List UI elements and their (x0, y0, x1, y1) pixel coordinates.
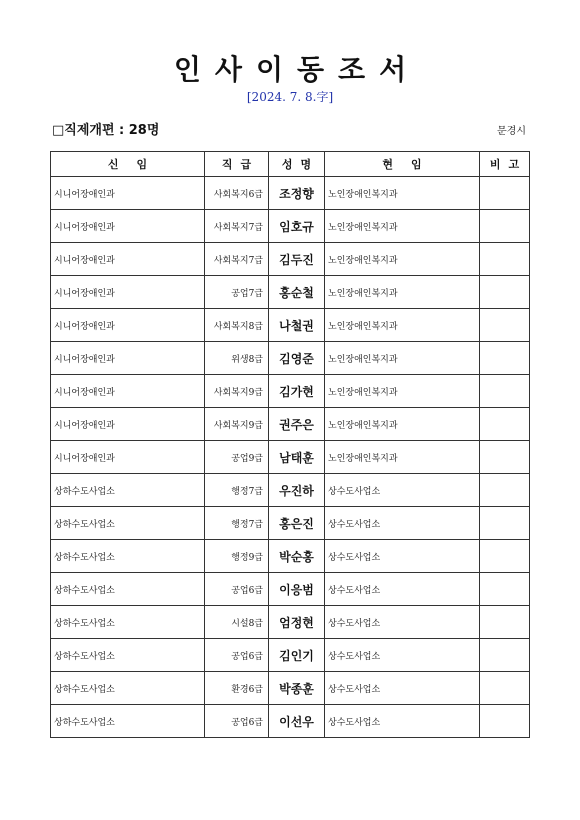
table-row (51, 474, 530, 507)
cell-current-post: 노인장애인복지과 (325, 276, 480, 309)
table-row (51, 177, 530, 210)
cell-new-post: 시니어장애인과 (51, 342, 205, 375)
cell-grade: 공업6급 (205, 573, 269, 606)
cell-current-post: 상수도사업소 (325, 540, 480, 573)
cell-new-post: 시니어장애인과 (51, 375, 205, 408)
cell-note (480, 606, 530, 639)
cell-grade: 행정7급 (205, 507, 269, 540)
cell-current-post: 노인장애인복지과 (325, 243, 480, 276)
cell-grade: 사회복지7급 (205, 210, 269, 243)
cell-grade: 사회복지6급 (205, 177, 269, 210)
cell-name: 조정향 (269, 177, 325, 210)
cell-name: 홍은진 (269, 507, 325, 540)
cell-current-post: 상수도사업소 (325, 672, 480, 705)
cell-name: 박종훈 (269, 672, 325, 705)
table-row (51, 507, 530, 540)
header-note: 비고 (480, 152, 530, 177)
personnel-table (50, 151, 530, 738)
header-grade: 직급 (205, 152, 269, 177)
table-row (51, 375, 530, 408)
table-row (51, 276, 530, 309)
cell-current-post: 노인장애인복지과 (325, 408, 480, 441)
cell-note (480, 507, 530, 540)
table-row (51, 210, 530, 243)
cell-name: 남태훈 (269, 441, 325, 474)
cell-grade: 공업6급 (205, 639, 269, 672)
cell-grade: 행정9급 (205, 540, 269, 573)
cell-grade: 위생8급 (205, 342, 269, 375)
cell-name: 홍순철 (269, 276, 325, 309)
table-header-row (51, 152, 530, 177)
cell-new-post: 상하수도사업소 (51, 573, 205, 606)
cell-new-post: 시니어장애인과 (51, 309, 205, 342)
cell-note (480, 408, 530, 441)
table-body (51, 177, 530, 738)
cell-note (480, 375, 530, 408)
cell-current-post: 상수도사업소 (325, 474, 480, 507)
cell-new-post: 상하수도사업소 (51, 639, 205, 672)
cell-new-post: 시니어장애인과 (51, 408, 205, 441)
cell-new-post: 시니어장애인과 (51, 243, 205, 276)
table-row (51, 705, 530, 738)
cell-current-post: 상수도사업소 (325, 573, 480, 606)
cell-grade: 행정7급 (205, 474, 269, 507)
table-row (51, 408, 530, 441)
cell-current-post: 상수도사업소 (325, 639, 480, 672)
header-current-post: 현임 (325, 152, 480, 177)
cell-name: 이선우 (269, 705, 325, 738)
cell-current-post: 노인장애인복지과 (325, 342, 480, 375)
cell-current-post: 노인장애인복지과 (325, 210, 480, 243)
cell-name: 나철권 (269, 309, 325, 342)
cell-name: 김두진 (269, 243, 325, 276)
cell-grade: 사회복지9급 (205, 375, 269, 408)
cell-grade: 공업6급 (205, 705, 269, 738)
cell-note (480, 639, 530, 672)
cell-grade: 환경6급 (205, 672, 269, 705)
table-row (51, 243, 530, 276)
header-new-post: 신임 (51, 152, 205, 177)
cell-name: 임호규 (269, 210, 325, 243)
table-row (51, 540, 530, 573)
cell-current-post: 노인장애인복지과 (325, 309, 480, 342)
cell-name: 우진하 (269, 474, 325, 507)
cell-note (480, 309, 530, 342)
cell-current-post: 상수도사업소 (325, 507, 480, 540)
cell-new-post: 시니어장애인과 (51, 210, 205, 243)
cell-current-post: 상수도사업소 (325, 606, 480, 639)
cell-grade: 공업7급 (205, 276, 269, 309)
cell-new-post: 시니어장애인과 (51, 441, 205, 474)
cell-current-post: 노인장애인복지과 (325, 375, 480, 408)
cell-grade: 사회복지9급 (205, 408, 269, 441)
cell-name: 김영준 (269, 342, 325, 375)
cell-name: 김인기 (269, 639, 325, 672)
document-title: 인사이동조서 (173, 53, 421, 86)
issuer-name: 문경시 (497, 126, 526, 137)
table-row (51, 672, 530, 705)
cell-note (480, 342, 530, 375)
table-row (51, 342, 530, 375)
table-row (51, 441, 530, 474)
section-heading: □직제개편 : 28명 (52, 123, 160, 138)
cell-new-post: 상하수도사업소 (51, 474, 205, 507)
table-row (51, 606, 530, 639)
cell-current-post: 노인장애인복지과 (325, 441, 480, 474)
cell-new-post: 시니어장애인과 (51, 177, 205, 210)
cell-grade: 사회복지7급 (205, 243, 269, 276)
cell-grade: 시설8급 (205, 606, 269, 639)
cell-new-post: 시니어장애인과 (51, 276, 205, 309)
cell-note (480, 672, 530, 705)
cell-new-post: 상하수도사업소 (51, 672, 205, 705)
cell-note (480, 276, 530, 309)
cell-new-post: 상하수도사업소 (51, 540, 205, 573)
cell-grade: 공업9급 (205, 441, 269, 474)
cell-note (480, 474, 530, 507)
cell-note (480, 705, 530, 738)
cell-new-post: 상하수도사업소 (51, 507, 205, 540)
cell-note (480, 573, 530, 606)
cell-note (480, 177, 530, 210)
cell-note (480, 243, 530, 276)
cell-name: 김가현 (269, 375, 325, 408)
cell-name: 이응범 (269, 573, 325, 606)
cell-grade: 사회복지8급 (205, 309, 269, 342)
cell-current-post: 노인장애인복지과 (325, 177, 480, 210)
cell-current-post: 상수도사업소 (325, 705, 480, 738)
cell-note (480, 441, 530, 474)
cell-name: 엄정현 (269, 606, 325, 639)
header-name: 성명 (269, 152, 325, 177)
cell-name: 권주은 (269, 408, 325, 441)
cell-new-post: 상하수도사업소 (51, 606, 205, 639)
table-row (51, 573, 530, 606)
table-row (51, 639, 530, 672)
table-row (51, 309, 530, 342)
cell-note (480, 540, 530, 573)
cell-note (480, 210, 530, 243)
document-date: [2024. 7. 8.字] (246, 90, 334, 104)
cell-name: 박순홍 (269, 540, 325, 573)
cell-new-post: 상하수도사업소 (51, 705, 205, 738)
